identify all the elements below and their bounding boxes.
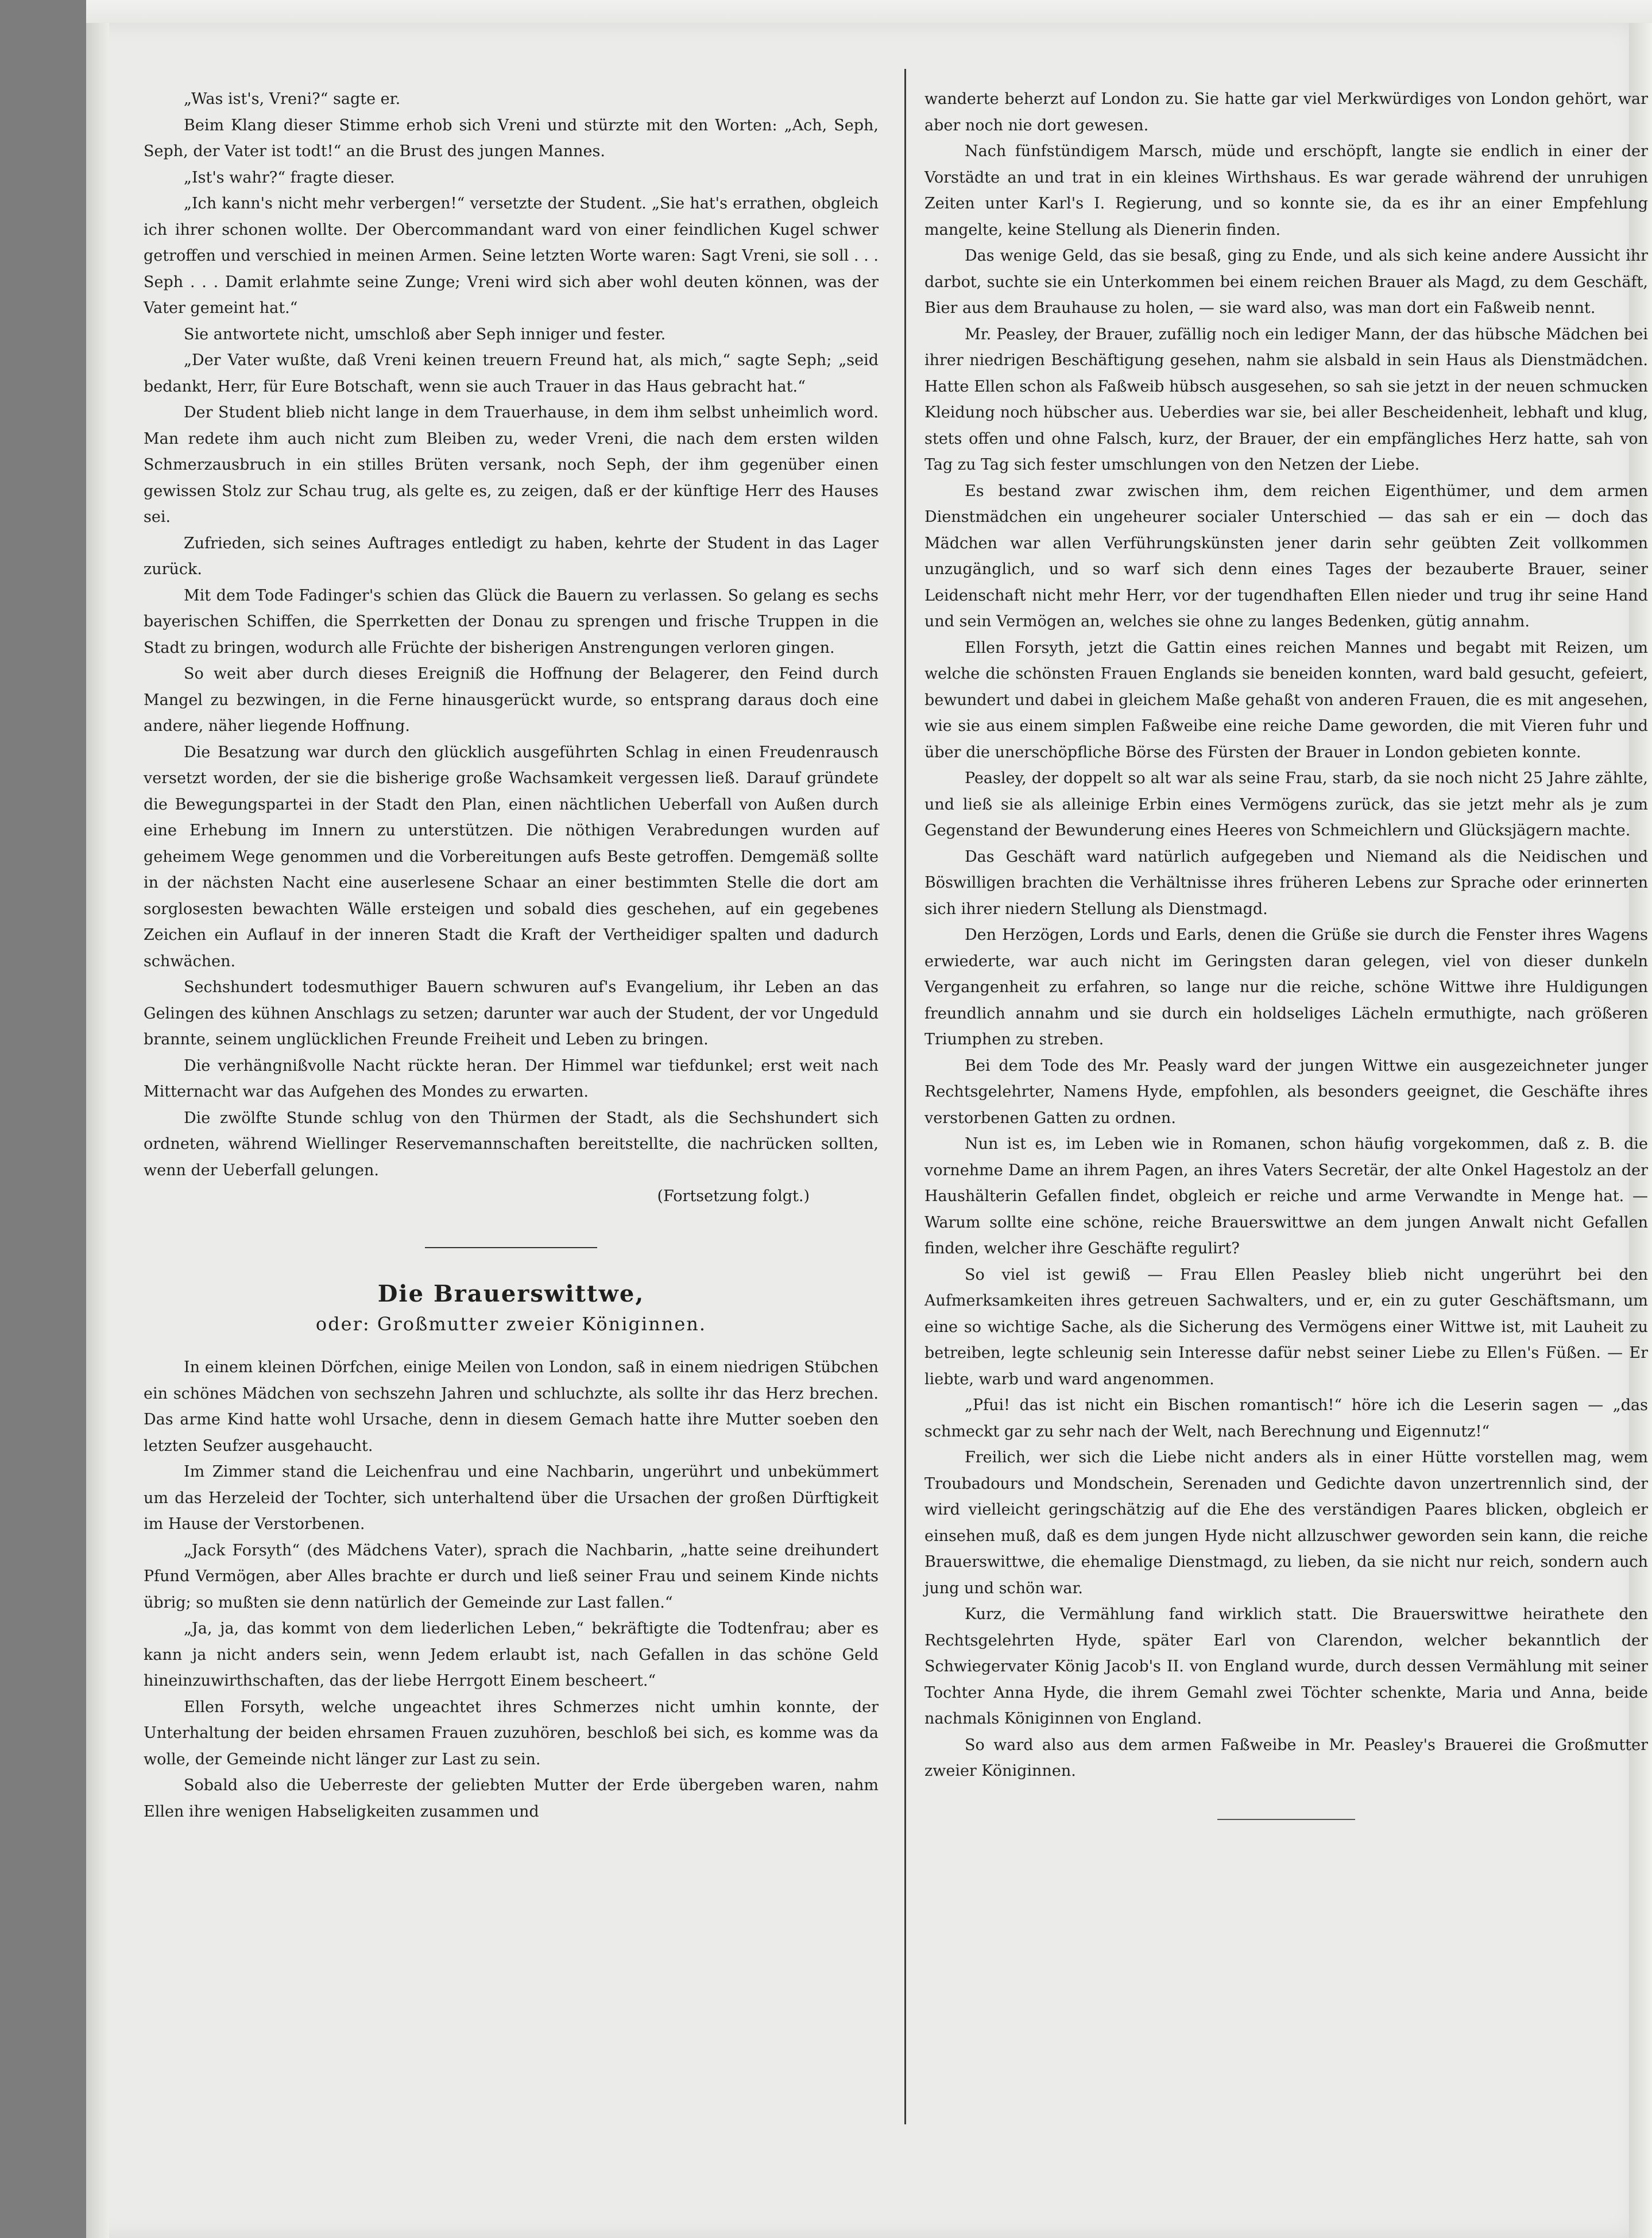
paragraph: Sechshundert todesmuthiger Bauern schwuren auf's Evangelium, ihr Leben an das Gelingen des kühnen Anschlags zu setzen; darunter war auch der Student, der vor Ungeduld brannte, seinem unglücklichen Freunde Freiheit und Leben zu bringen.: [144, 978, 879, 1048]
paragraph: Nach fünfstündigem Marsch, müde und erschöpft, langte sie endlich in einer der Vorstädte an und trat in ein kleines Wirthshaus. Es war gerade während der unruhigen Zeiten unter Karl's I. Regierung, und so konnte sie, da es ihr an einer Empfehlung mangelte, keine Stellung als Dienerin finden.: [924, 142, 1648, 239]
paragraph: Mit dem Tode Fadinger's schien das Glück die Bauern zu verlassen. So gelang es sechs bayerischen Schiffen, die Sperrketten der Donau zu sprengen und frische Truppen in die Stadt zu bringen, wodurch alle Früchte der bisherigen Anstrengungen verloren gingen.: [144, 586, 879, 657]
story-title: Die Brauerswittwe,: [377, 1280, 645, 1307]
paragraph: Das Geschäft ward natürlich aufgegeben und Niemand als die Neidischen und Böswilligen brachten die Verhältnisse ihres früheren Lebens zur Sprache oder erinnerten sich ihrer niedern Stellung als Dienstmagd.: [924, 847, 1648, 918]
right-column: [924, 86, 1648, 1820]
paragraph: Beim Klang dieser Stimme erhob sich Vreni und stürzte mit den Worten: „Ach, Seph, Seph, der Vater ist todt!“ an die Brust des jungen Mannes.: [144, 116, 879, 160]
paragraph: Nun ist es, im Leben wie in Romanen, schon häufig vorgekommen, daß z. B. die vornehme Dame an ihrem Pagen, an ihres Vaters Secretär, der alte Onkel Hagestolz an der Haushälterin Gefallen findet, obgleich er reiche und arme Verwandte in Menge hat. — Warum sollte eine schöne, reiche Brauerswittwe an dem jungen Anwalt nicht Gefallen finden, welcher ihre Geschäfte regulirt?: [924, 1135, 1648, 1257]
paragraph: „Jack Forsyth“ (des Mädchens Vater), sprach die Nachbarin, „hatte seine dreihundert Pfund Vermögen, aber Alles brachte er durch und ließ seiner Frau und seinem Kinde nichts übrig; so mußten sie denn natürlich der Gemeinde zur Last fallen.“: [144, 1541, 879, 1612]
column-rule: [904, 69, 906, 2124]
paragraph: So viel ist gewiß — Frau Ellen Peasley blieb nicht ungerührt bei den Aufmerksamkeiten ihres getreuen Sachwalters, und er, ein zu guter Geschäftsmann, um eine so wichtige Sache, als die Sicherung des Vermögens einer Wittwe ist, mit Lauheit zu betreiben, legte schleunig sein Interesse dafür nebst seiner Liebe zu Ellen's Füßen. — Er liebte, warb und ward angenommen.: [924, 1265, 1648, 1388]
left-column: [144, 86, 879, 1825]
paragraph: Die zwölfte Stunde schlug von den Thürmen der Stadt, als die Sechshundert sich ordneten, während Wiellinger Reservemannschaften bereitstellte, die nachrücken sollten, wenn der Ueberfall gelungen.: [144, 1109, 879, 1179]
paragraph: Die Besatzung war durch den glücklich ausgeführten Schlag in einen Freudenrausch versetzt worden, der sie die bisherige große Wachsamkeit vergessen ließ. Darauf gründete die Bewegungspartei in der Stadt den Plan, einen nächtlichen Ueberfall von Außen durch eine Erhebung im Innern zu unterstützen. Die nöthigen Verabredungen wurden auf geheimem Wege genommen und die Vorbereitungen aufs Beste getroffen. Demgemäß sollte in der nächsten Nacht eine auserlesene Schaar an einer bestimmten Stelle die dort am sorglosesten bewachten Wälle ersteigen und sobald dies geschehen, auf ein gegebenes Zeichen ein Auflauf in der inneren Stadt die Kraft der Vertheidiger spalten und dadurch schwächen.: [144, 743, 879, 970]
paragraph: Mr. Peasley, der Brauer, zufällig noch ein lediger Mann, der das hübsche Mädchen bei ihrer niedrigen Beschäftigung gesehen, nahm sie alsbald in sein Haus als Dienstmädchen. Hatte Ellen schon als Faßweib hübsch ausgesehen, so sah sie jetzt in der neuen schmucken Kleidung noch hübscher aus. Ueberdies war sie, bei aller Bescheidenheit, lebhaft und klug, stets offen und ohne Falsch, kurz, der Brauer, der ein empfängliches Herz hatte, sah von Tag zu Tag sich fester umschlungen von den Netzen der Liebe.: [924, 325, 1648, 474]
paragraph: Peasley, der doppelt so alt war als seine Frau, starb, da sie noch nicht 25 Jahre zählte, und ließ sie als alleinige Erbin eines Vermögens zurück, das sie jetzt mehr als je zum Gegenstand der Bewunderung eines Heeres von Schmeichlern und Glücksjägern machte.: [924, 769, 1648, 839]
section-divider: [425, 1247, 597, 1248]
paragraph: „Der Vater wußte, daß Vreni keinen treuern Freund hat, als mich,“ sagte Seph; „seid bedankt, Herr, für Eure Botschaft, wenn sie auch Trauer in das Haus gebracht hat.“: [144, 351, 879, 396]
paragraph: So ward also aus dem armen Faßweibe in Mr. Peasley's Brauerei die Großmutter zweier Königinnen.: [924, 1736, 1648, 1780]
paragraph: Kurz, die Vermählung fand wirklich statt. Die Brauerswittwe heirathete den Rechtsgelehrten Hyde, später Earl von Clarendon, welcher bekanntlich der Schwiegervater König Jacob's II. von England wurde, durch dessen Vermählung mit seiner Tochter Anna Hyde, die ihrem Gemahl zwei Töchter schenkte, Maria und Anna, beide nachmals Königinnen von England.: [924, 1605, 1648, 1728]
paragraph: Die verhängnißvolle Nacht rückte heran. Der Himmel war tiefdunkel; erst weit nach Mitternacht war das Aufgehen des Mondes zu erwarten.: [144, 1056, 879, 1101]
paragraph: Bei dem Tode des Mr. Peasly ward der jungen Wittwe ein ausgezeichneter junger Rechtsgelehrter, Namens Hyde, empfohlen, als besonders geeignet, die Geschäfte ihres verstorbenen Gatten zu ordnen.: [924, 1056, 1648, 1127]
paragraph: Der Student blieb nicht lange in dem Trauerhause, in dem ihm selbst unheimlich word. Man redete ihm auch nicht zum Bleiben zu, weder Vreni, die nach dem ersten wilden Schmerzausbruch in ein stilles Brüten versank, noch Seph, der ihm gegenüber einen gewissen Stolz zur Schau trug, als gelte es, zu zeigen, daß er der künftige Herr des Hauses sei.: [144, 404, 879, 526]
story-subtitle: oder: Großmutter zweier Königinnen.: [315, 1312, 707, 1335]
continuation-note: (Fortsetzung folgt.): [657, 1187, 810, 1205]
paragraph: Zufrieden, sich seines Auftrages entledigt zu haben, kehrte der Student in das Lager zurück.: [144, 534, 879, 578]
page-fold-shadow: [86, 23, 109, 2238]
paragraph: Sobald also die Ueberreste der geliebten Mutter der Erde übergeben waren, nahm Ellen ihre wenigen Habseligkeiten zusammen und: [144, 1776, 879, 1821]
paragraph: „Was ist's, Vreni?“ sagte er.: [184, 90, 401, 108]
paragraph: Ellen Forsyth, jetzt die Gattin eines reichen Mannes und begabt mit Reizen, um welche die schönsten Frauen Englands sie beneiden konnten, ward bald gesucht, gefeiert, bewundert und dabei in gleichem Maße gehaßt von anderen Frauen, die es mit angesehen, wie sie aus einem simplen Faßweibe eine reiche Dame geworden, die mit Vieren fuhr und über die unerschöpfliche Börse des Fürsten der Brauer in London gebieten konnte.: [924, 638, 1648, 761]
paragraph: Das wenige Geld, das sie besaß, ging zu Ende, und als sich keine andere Aussicht ihr darbot, suchte sie ein Unterkommen bei einem reichen Brauer als Magd, zu dem Geschäft, Bier aus dem Brauhause zu holen, — sie ward also, was man dort ein Faßweib nennt.: [924, 247, 1648, 317]
paragraph: „Ja, ja, das kommt von dem liederlichen Leben,“ bekräftigte die Todtenfrau; aber es kann ja nicht anders sein, wenn Jedem erlaubt ist, nach Gefallen in das schöne Geld hineinzuwirthschaften, das der liebe Herrgott Einem bescheert.“: [144, 1620, 879, 1690]
paragraph: Freilich, wer sich die Liebe nicht anders als in einer Hütte vorstellen mag, wem Troubadours und Mondschein, Serenaden und Gedichte davon unzertrennlich sind, der wird vielleicht geringschätzig auf die Ehe des verständigen Paares blicken, obgleich er einsehen muß, daß es dem jungen Hyde nicht allzuschwer geworden sein kann, die reiche Brauerswittwe, die ehemalige Dienstmagd, zu lieben, da sie nicht nur reich, sondern auch jung und schön war.: [924, 1449, 1648, 1597]
paragraph: Sie antwortete nicht, umschloß aber Seph inniger und fester.: [184, 325, 666, 343]
paragraph: Ellen Forsyth, welche ungeachtet ihres Schmerzes nicht umhin konnte, der Unterhaltung der beiden ehrsamen Frauen zuzuhören, beschloß bei sich, es komme was da wolle, der Gemeinde nicht länger zur Last zu sein.: [144, 1698, 879, 1768]
paragraph: „Pfui! das ist nicht ein Bischen romantisch!“ höre ich die Leserin sagen — „das schmeckt gar zu sehr nach der Welt, nach Berechnung und Eigennutz!“: [924, 1396, 1648, 1441]
paragraph: Es bestand zwar zwischen ihm, dem reichen Eigenthümer, und dem armen Dienstmädchen ein ungeheurer socialer Unterschied — das sah er ein — doch das Mädchen war allen Verführungskünsten jener darin sehr geübten Zeit vollkommen unzugänglich, und so warf sich denn eines Tages der bezauberte Brauer, seiner Leidenschaft nicht mehr Herr, vor der tugendhaften Ellen nieder und trug ihr seine Hand und sein Vermögen an, welches sie ohne zu langes Bedenken, gütig annahm.: [924, 482, 1648, 630]
paragraph: wanderte beherzt auf London zu. Sie hatte gar viel Merkwürdiges von London gehört, war aber noch nie dort gewesen.: [924, 90, 1648, 134]
paragraph: Im Zimmer stand die Leichenfrau und eine Nachbarin, ungerührt und unbekümmert um das Herzeleid der Tochter, sich unterhaltend über die Ursachen der großen Dürftigkeit im Hause der Verstorbenen.: [144, 1463, 879, 1533]
paragraph: „Ist's wahr?“ fragte dieser.: [184, 168, 395, 187]
paragraph: „Ich kann's nicht mehr verbergen!“ versetzte der Student. „Sie hat's errathen, obgleich ich ihrer schonen wollte. Der Obercommandant ward von einer feindlichen Kugel schwer getroffen und verschied in meinen Armen. Seine letzten Worte waren: Sagt Vreni, sie soll . . . Seph . . . Damit erlahmte seine Zunge; Vreni wird sich aber wohl deuten können, was der Vater gemeint hat.“: [144, 195, 879, 317]
paragraph: In einem kleinen Dörfchen, einige Meilen von London, saß in einem niedrigen Stübchen ein schönes Mädchen von sechszehn Jahren und schluchzte, als sollte ihr das Herz brechen. Das arme Kind hatte wohl Ursache, denn in diesem Gemach hatte ihre Mutter soeben den letzten Seufzer ausgehaucht.: [144, 1358, 879, 1455]
end-divider: [1217, 1819, 1355, 1820]
paragraph: Den Herzögen, Lords und Earls, denen die Grüße sie durch die Fenster ihres Wagens erwiederte, war auch nicht im Geringsten daran gelegen, viel von dieser dunkeln Vergangenheit zu erfahren, so lange nur die reiche, schöne Wittwe ihre Huldigungen freundlich annahm und sie durch ein holdseliges Lächeln ermuthigte, nach größeren Triumphen zu streben.: [924, 926, 1648, 1048]
paragraph: So weit aber durch dieses Ereigniß die Hoffnung der Belagerer, den Feind durch Mangel zu bezwingen, in die Ferne hinausgerückt wurde, so entsprang daraus doch eine andere, näher liegende Hoffnung.: [144, 665, 879, 735]
